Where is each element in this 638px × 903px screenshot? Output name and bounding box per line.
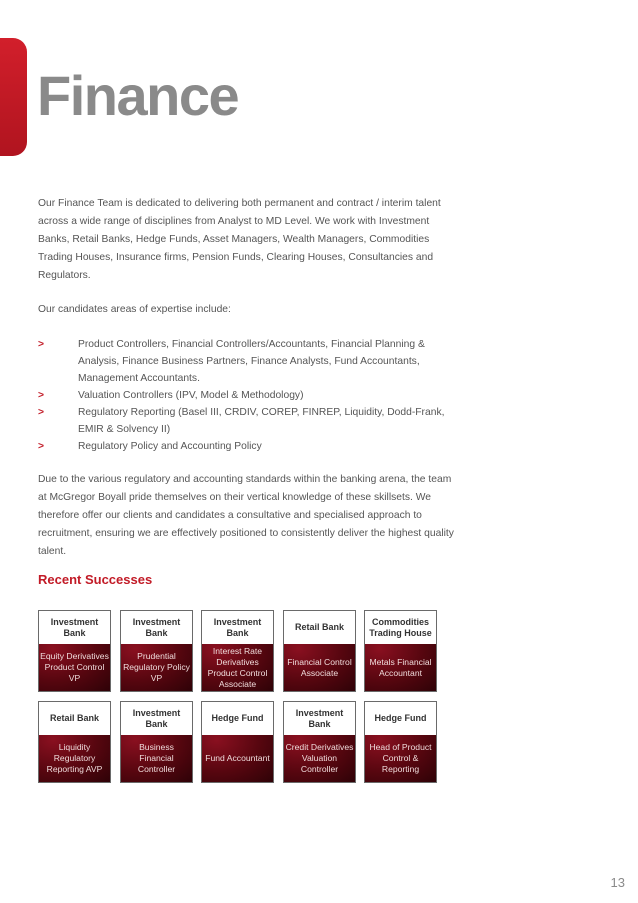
list-item-text: Regulatory Reporting (Basel III, CRDIV, COREP, FINREP, Liquidity, Dodd-Frank, EMIR & Solvency II) [78, 407, 445, 435]
success-card [283, 610, 356, 692]
card-role: Equity Derivatives Product Control VP [39, 644, 110, 691]
list-item [38, 438, 468, 455]
card-role: Credit Derivatives Valuation Controller [284, 735, 355, 782]
success-card [364, 610, 437, 692]
expertise-list [38, 336, 468, 455]
card-role: Prudential Regulatory Policy VP [121, 644, 192, 691]
page-number: 13 [610, 875, 625, 890]
card-category: Investment Bank [295, 707, 344, 729]
card-role: Liquidity Regulatory Reporting AVP [39, 735, 110, 782]
success-card [38, 610, 111, 692]
list-item-text: Valuation Controllers (IPV, Model & Methodology) [78, 390, 304, 401]
closing-paragraph: Due to the various regulatory and accounting standards within the banking arena, the team at McGregor Boyall pride themselves on their vertical knowledge of these skillsets. We therefore offer our clients and candidates a consultative and specialised approach to recruitment, ensuring we are effectively positioned to consistently deliver the highest quality talent. [38, 474, 454, 557]
card-category: Hedge Fund [374, 713, 427, 723]
success-card [201, 701, 274, 783]
list-item [38, 336, 468, 387]
bullet-marker: > [38, 441, 45, 452]
bullet-marker: > [38, 407, 45, 418]
card-category: Investment Bank [132, 616, 181, 638]
list-item-text: Product Controllers, Financial Controllers/Accountants, Financial Planning & Analysis, Finance Business Partners, Finance Analysts, Fund Accountants, Management Accountants. [78, 339, 425, 384]
card-role: Fund Accountant [202, 735, 273, 782]
success-card [364, 701, 437, 783]
expertise-intro: Our candidates areas of expertise include: [38, 304, 231, 315]
success-card [120, 610, 193, 692]
card-role: Metals Financial Accountant [365, 644, 436, 691]
card-category: Commodities Trading House [369, 616, 432, 638]
card-category: Investment Bank [132, 707, 181, 729]
card-category: Investment Bank [213, 616, 262, 638]
bullet-marker: > [38, 339, 45, 350]
list-item [38, 404, 468, 438]
section-tab [0, 38, 27, 156]
page-title: Finance [37, 64, 239, 127]
card-category: Hedge Fund [211, 713, 264, 723]
recent-successes-heading: Recent Successes [38, 572, 153, 587]
list-item-text: Regulatory Policy and Accounting Policy [78, 441, 262, 452]
success-card [283, 701, 356, 783]
success-card [38, 701, 111, 783]
card-role: Financial Control Associate [284, 644, 355, 691]
card-role: Business Financial Controller [121, 735, 192, 782]
intro-paragraph: Our Finance Team is dedicated to delivering both permanent and contract / interim talent across a wide range of disciplines from Analyst to MD Level. We work with Investment Banks, Retail Banks, Hedge Funds, Asset Managers, Wealth Managers, Commodities Trading Houses, Insurance firms, Pension Funds, Clearing Houses, Consultancies and Regulators. [38, 198, 441, 281]
card-category: Investment Bank [50, 616, 99, 638]
card-role: Interest Rate Derivatives Product Control Associate [202, 644, 273, 691]
card-category: Retail Bank [294, 622, 345, 632]
card-category: Retail Bank [49, 713, 100, 723]
bullet-marker: > [38, 390, 45, 401]
success-card [120, 701, 193, 783]
list-item [38, 387, 468, 404]
card-role: Head of Product Control & Reporting [365, 735, 436, 782]
success-card [201, 610, 274, 692]
